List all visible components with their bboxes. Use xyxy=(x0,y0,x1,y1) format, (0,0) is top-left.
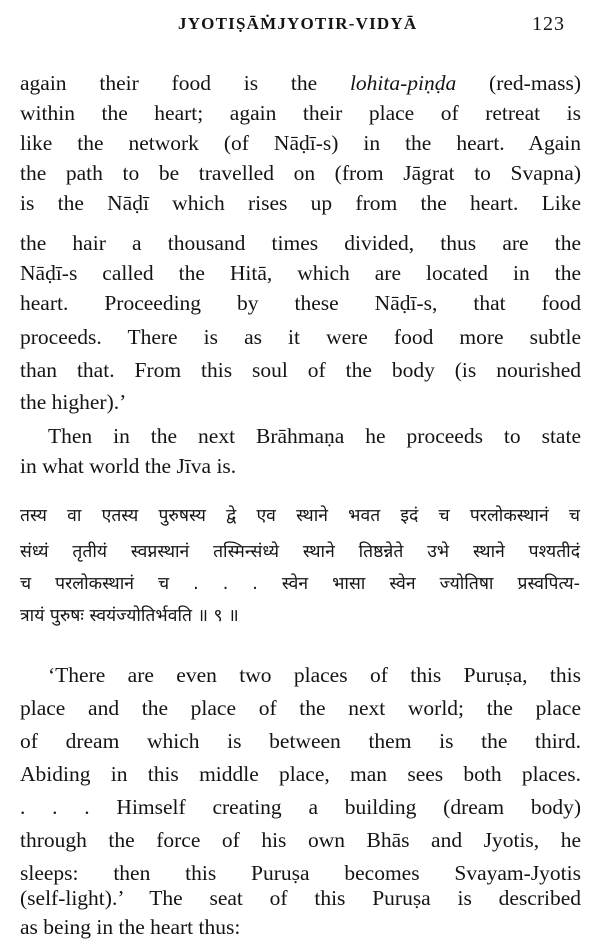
paragraph-line: . . . Himself creating a building (dream body) xyxy=(20,795,581,819)
paragraph-line: the path to be travelled on (from Jāgrat to Svapna) xyxy=(20,161,581,185)
sanskrit-verse-line: त्रायं पुरुषः स्वयंज्योतिर्भवति ॥ ९ ॥ xyxy=(20,606,239,626)
paragraph-line: again their food is the lohita-piṇḍa (red-mass) xyxy=(20,71,581,95)
sanskrit-verse-line: तस्य वा एतस्य पुरुषस्य द्वे एव स्थाने भवत इदं च परलोकस्थानं च xyxy=(20,506,580,526)
italic-term: lohita-piṇḍa xyxy=(349,71,457,95)
paragraph-line: (self-light).’ The seat of this Puruṣa is described xyxy=(20,886,581,910)
paragraph-line: like the network (of Nāḍī-s) in the heart. Again xyxy=(20,131,581,155)
paragraph-line: the higher).’ xyxy=(20,390,127,414)
paragraph-line: proceeds. There is as it were food more subtle xyxy=(20,325,581,349)
paragraph-line: place and the place of the next world; the place xyxy=(20,696,581,720)
running-header: JYOTIṢĀṀJYOTIR-VIDYĀ xyxy=(178,14,418,33)
page-number: 123 xyxy=(532,13,565,35)
paragraph-line: than that. From this soul of the body (is nourished xyxy=(20,358,581,382)
paragraph-line: Abiding in this middle place, man sees both places. xyxy=(20,762,581,786)
sanskrit-verse-line: संध्यं तृतीयं स्वप्नस्थानं तस्मिन्संध्ये स्थाने तिष्ठन्नेते उभे स्थाने पश्यतीदं xyxy=(20,542,580,562)
sanskrit-verse-line: च परलोकस्थानं च . . . स्वेन भासा स्वेन ज्योतिषा प्रस्वपित्य- xyxy=(20,574,580,594)
paragraph-line: is the Nāḍī which rises up from the heart. Like xyxy=(20,191,581,215)
paragraph-line: heart. Proceeding by these Nāḍī-s, that food xyxy=(20,291,581,315)
paragraph-line: sleeps: then this Puruṣa becomes Svayam-Jyotis xyxy=(20,861,581,885)
paragraph-line: ‘There are even two places of this Puruṣa, this xyxy=(48,663,581,687)
paragraph-line: the hair a thousand times divided, thus are the xyxy=(20,231,581,255)
paragraph-line: Then in the next Brāhmaṇa he proceeds to state xyxy=(48,424,581,448)
paragraph-line: in what world the Jīva is. xyxy=(20,454,237,478)
paragraph-line: Nāḍī-s called the Hitā, which are located in the xyxy=(20,261,581,285)
paragraph-line: of dream which is between them is the third. xyxy=(20,729,581,753)
paragraph-line: as being in the heart thus: xyxy=(20,915,241,939)
paragraph-line: through the force of his own Bhās and Jyotis, he xyxy=(20,828,581,852)
paragraph-line: within the heart; again their place of retreat is xyxy=(20,101,581,125)
